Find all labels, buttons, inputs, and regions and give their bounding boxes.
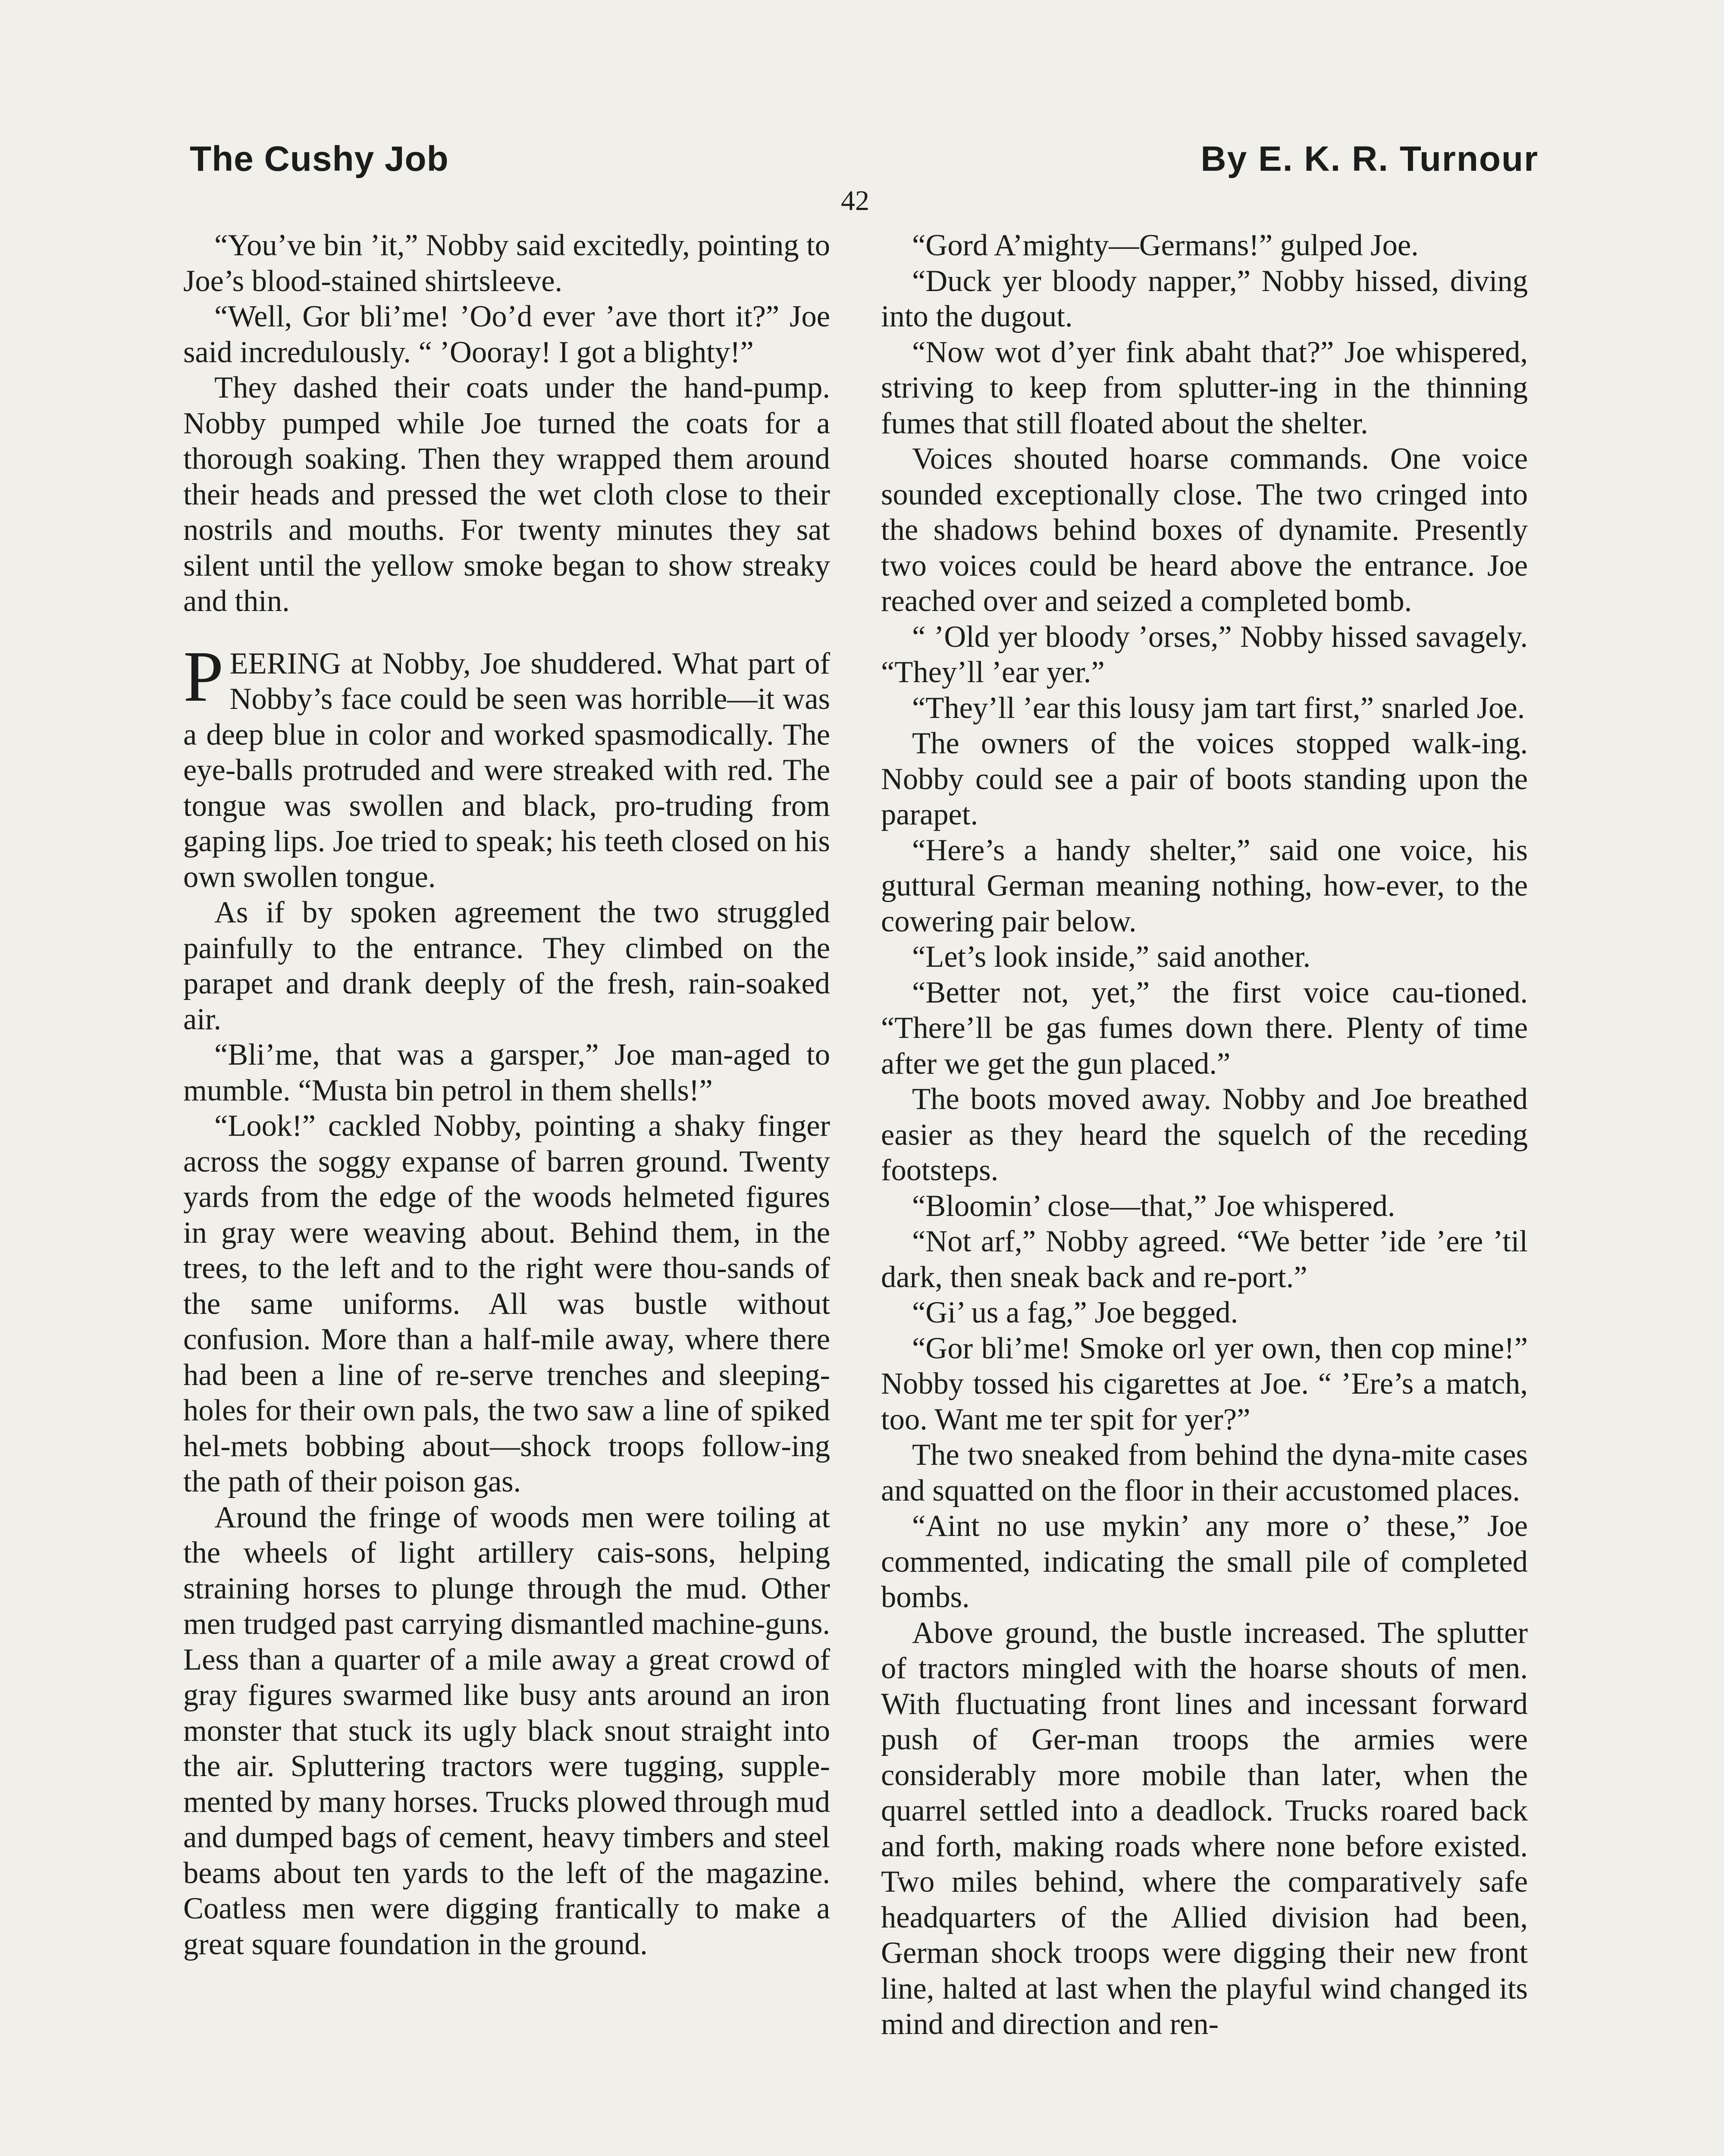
paragraph: “Let’s look inside,” said another. — [912, 940, 1311, 974]
paragraph: The two sneaked from behind the dyna-mite cases and squatted on the floor in their accustomed places. — [881, 1438, 1528, 1507]
paragraph: “Bli’me, that was a garsper,” Joe man-aged to mumble. “Musta bin petrol in them shells!” — [183, 1038, 830, 1107]
paragraph: “Now wot d’yer fink abaht that?” Joe whispered, striving to keep from splutter-ing in the thinning fumes that still floated about the shelter. — [881, 335, 1528, 440]
left-column — [183, 228, 830, 1962]
paragraph: “ ’Old yer bloody ’orses,” Nobby hissed savagely. “They’ll ’ear yer.” — [881, 620, 1528, 689]
paragraph: “You’ve bin ’it,” Nobby said excitedly, pointing to Joe’s blood-stained shirtsleeve. — [183, 229, 830, 298]
page-number: 42 — [841, 185, 869, 216]
paragraph: The boots moved away. Nobby and Joe breathed easier as they heard the squelch of the receding footsteps. — [881, 1082, 1528, 1187]
paragraph: “Here’s a handy shelter,” said one voice, his guttural German meaning nothing, how-ever, to the cowering pair below. — [881, 833, 1528, 938]
paragraph: “Better not, yet,” the first voice cau-tioned. “There’ll be gas fumes down there. Plenty of time after we get the gun placed.” — [881, 975, 1528, 1081]
paragraph: As if by spoken agreement the two struggled painfully to the entrance. They climbed on the parapet and drank deeply of the fresh, rain-soaked air. — [183, 896, 830, 1036]
paragraph: “Aint no use mykin’ any more o’ these,” Joe commented, indicating the small pile of completed bombs. — [881, 1509, 1528, 1614]
paragraph: “They’ll ’ear this lousy jam tart first,” snarled Joe. — [912, 691, 1525, 725]
paragraph: “Bloomin’ close—that,” Joe whispered. — [912, 1189, 1395, 1223]
paragraph: “Well, Gor bli’me! ’Oo’d ever ’ave thort it?” Joe said incredulously. “ ’Oooray! I got a blighty!” — [183, 300, 830, 369]
story-title: The Cushy Job — [190, 139, 449, 179]
paragraph: “Look!” cackled Nobby, pointing a shaky finger across the soggy expanse of barren ground. Twenty yards from the edge of the woods helmeted figures in gray were weaving about. Behind them, in the trees, to the left and to the right were thou-sands of the same uniforms. All was bustle without confusion. More than a half-mile away, where there had been a line of re-serve trenches and sleeping-holes for their own pals, the two saw a line of spiked hel-mets bobbing about—shock troops follow-ing the path of their poison gas. — [183, 1109, 830, 1498]
paragraph-with-dropcap — [183, 636, 830, 895]
paragraph: Above ground, the bustle increased. The splutter of tractors mingled with the hoarse shouts of men. With fluctuating front lines and incessant forward push of Ger-man troops the armies were considerably more mobile than later, when the quarrel settled into a deadlock. Trucks roared back and forth, making roads where none before existed. Two miles behind, where the comparatively safe headquarters of the Allied division had been, German shock troops were digging their new front line, halted at last when the playful wind changed its mind and direction and ren- — [881, 1616, 1528, 2041]
paragraph: The owners of the voices stopped walk-ing. Nobby could see a pair of boots standing upon the parapet. — [881, 727, 1528, 831]
drop-cap: P — [183, 636, 224, 717]
paragraph: They dashed their coats under the hand-pump. Nobby pumped while Joe turned the coats for a thorough soaking. Then they wrapped them around their heads and pressed the wet cloth close to their nostrils and mouths. For twenty minutes they sat silent until the yellow smoke began to show streaky and thin. — [183, 371, 830, 618]
paragraph: “Duck yer bloody napper,” Nobby hissed, diving into the dugout. — [881, 264, 1528, 333]
paragraph-text: EERING at Nobby, Joe shuddered. What part of Nobby’s face could be seen was horrible—it was a deep blue in color and worked spasmodically. The eye-balls protruded and were streaked with red. The tongue was swollen and black, pro-truding from gaping lips. Joe tried to speak; his teeth closed on his own swollen tongue. — [183, 646, 830, 894]
paragraph: Voices shouted hoarse commands. One voice sounded exceptionally close. The two cringed into the shadows behind boxes of dynamite. Presently two voices could be heard above the entrance. Joe reached over and seized a completed bomb. — [881, 442, 1528, 618]
right-column — [881, 228, 1528, 2042]
author-byline: By E. K. R. Turnour — [1201, 139, 1539, 179]
paragraph: “Gi’ us a fag,” Joe begged. — [912, 1296, 1238, 1329]
paragraph: Around the fringe of woods men were toiling at the wheels of light artillery cais-sons, helping straining horses to plunge through the mud. Other men trudged past carrying dismantled machine-guns. Less than a quarter of a mile away a great crowd of gray figures swarmed like busy ants around an iron monster that stuck its ugly black snout straight into the air. Spluttering tractors were tugging, supple-mented by many horses. Trucks plowed through mud and dumped bags of cement, heavy timbers and steel beams about ten yards to the left of the magazine. Coatless men were digging frantically to make a great square foundation in the ground. — [183, 1500, 830, 1961]
paragraph: “Not arf,” Nobby agreed. “We better ’ide ’ere ’til dark, then sneak back and re-port.” — [881, 1225, 1528, 1294]
page-header — [190, 139, 1539, 191]
paragraph: “Gor bli’me! Smoke orl yer own, then cop mine!” Nobby tossed his cigarettes at Joe. “ ’Ere’s a match, too. Want me ter spit for yer?” — [881, 1331, 1528, 1436]
paragraph: “Gord A’mighty—Germans!” gulped Joe. — [912, 229, 1419, 262]
